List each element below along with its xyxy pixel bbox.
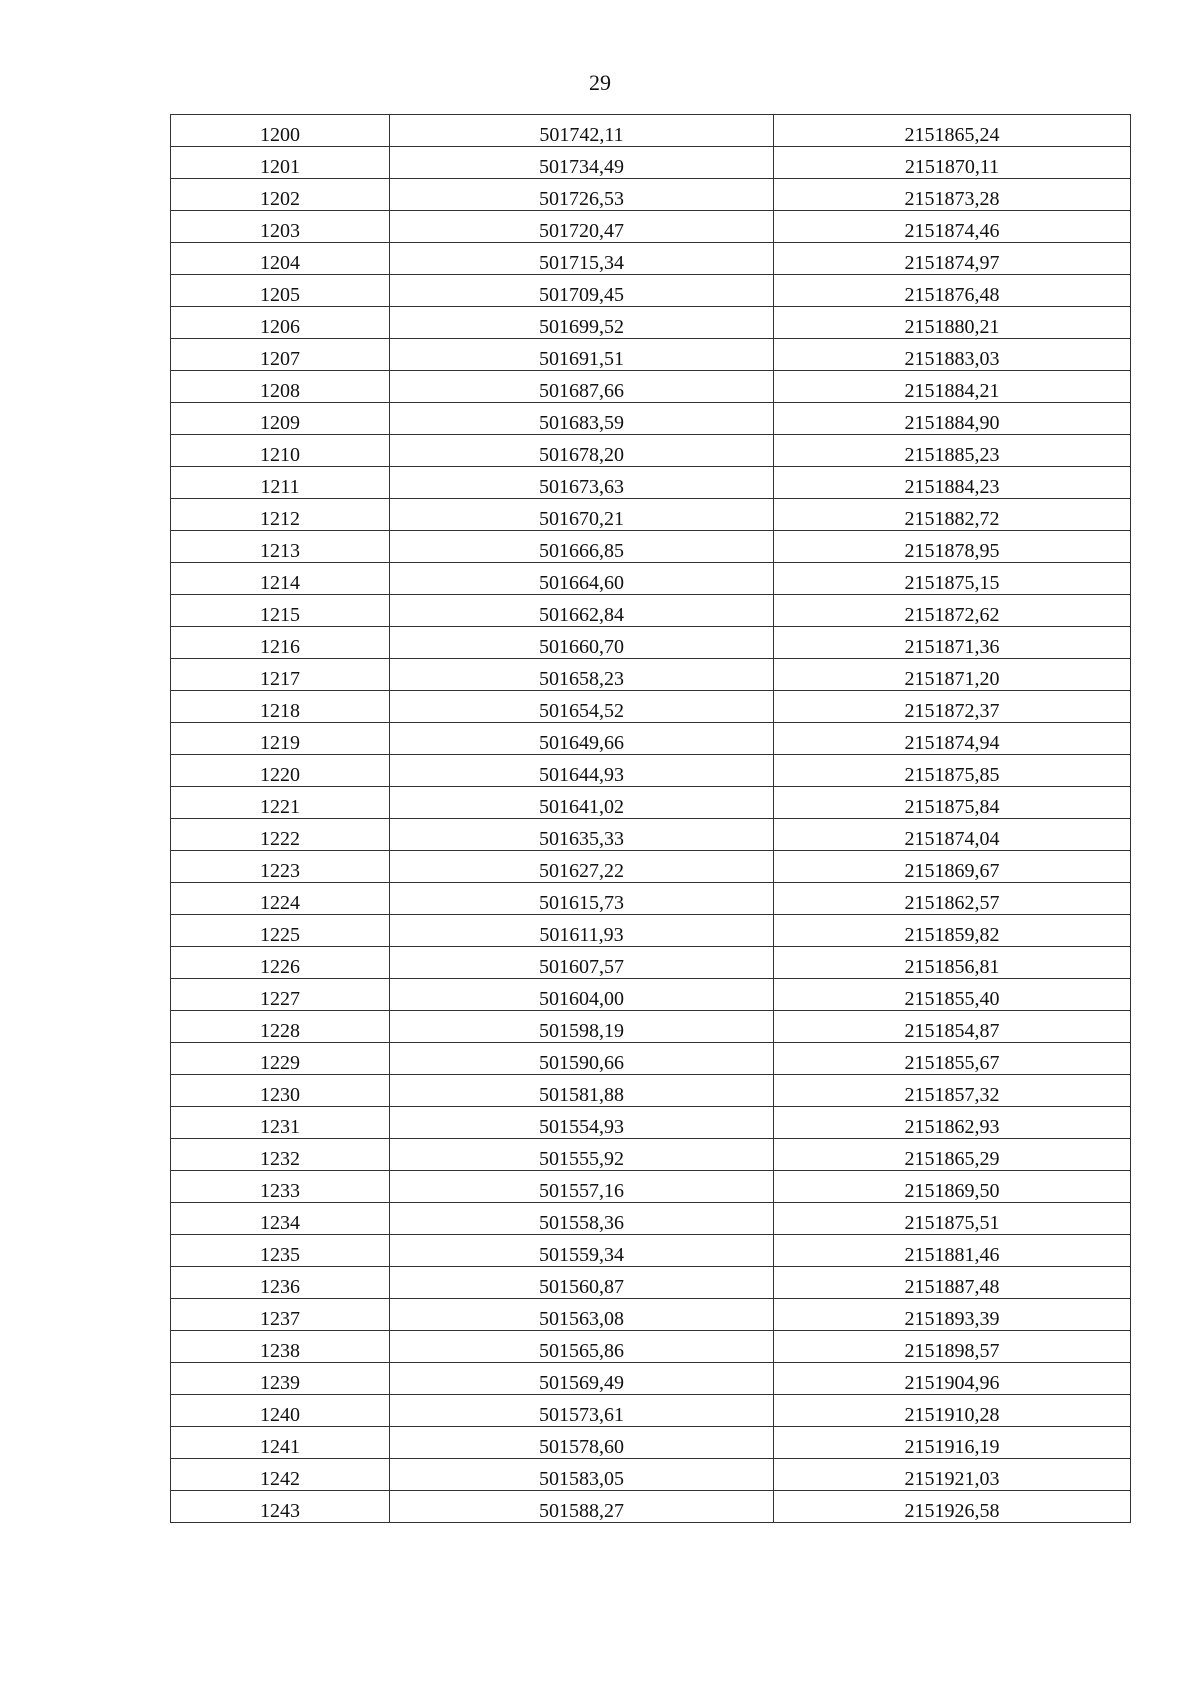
table-row: [171, 1171, 1131, 1203]
point-number-cell: 1242: [171, 1459, 390, 1491]
x-coordinate-cell: 501583,05: [390, 1459, 774, 1491]
x-coordinate-cell: 501563,08: [390, 1299, 774, 1331]
table-row: [171, 371, 1131, 403]
table-row: [171, 659, 1131, 691]
x-coordinate-cell: 501734,49: [390, 147, 774, 179]
point-number-cell: 1211: [171, 467, 390, 499]
point-number-cell: 1233: [171, 1171, 390, 1203]
table-row: [171, 275, 1131, 307]
point-number-cell: 1231: [171, 1107, 390, 1139]
x-coordinate-cell: 501720,47: [390, 211, 774, 243]
point-number-cell: 1228: [171, 1011, 390, 1043]
point-number-cell: 1229: [171, 1043, 390, 1075]
page-number: 29: [589, 70, 611, 95]
y-coordinate-cell: 2151871,36: [774, 627, 1131, 659]
point-number-cell: 1214: [171, 563, 390, 595]
point-number-cell: 1230: [171, 1075, 390, 1107]
point-number-cell: 1217: [171, 659, 390, 691]
table-row: [171, 851, 1131, 883]
point-number-cell: 1215: [171, 595, 390, 627]
x-coordinate-cell: 501588,27: [390, 1491, 774, 1523]
x-coordinate-cell: 501581,88: [390, 1075, 774, 1107]
x-coordinate-cell: 501715,34: [390, 243, 774, 275]
y-coordinate-cell: 2151869,67: [774, 851, 1131, 883]
x-coordinate-cell: 501557,16: [390, 1171, 774, 1203]
table-row: [171, 1075, 1131, 1107]
table-row: [171, 563, 1131, 595]
point-number-cell: 1238: [171, 1331, 390, 1363]
point-number-cell: 1239: [171, 1363, 390, 1395]
point-number-cell: 1224: [171, 883, 390, 915]
y-coordinate-cell: 2151872,62: [774, 595, 1131, 627]
point-number-cell: 1241: [171, 1427, 390, 1459]
x-coordinate-cell: 501598,19: [390, 1011, 774, 1043]
table-row: [171, 339, 1131, 371]
table-row: [171, 1011, 1131, 1043]
y-coordinate-cell: 2151855,40: [774, 979, 1131, 1011]
point-number-cell: 1225: [171, 915, 390, 947]
table-row: [171, 499, 1131, 531]
table-row: [171, 787, 1131, 819]
x-coordinate-cell: 501709,45: [390, 275, 774, 307]
table-row: [171, 531, 1131, 563]
point-number-cell: 1227: [171, 979, 390, 1011]
x-coordinate-cell: 501699,52: [390, 307, 774, 339]
y-coordinate-cell: 2151921,03: [774, 1459, 1131, 1491]
table-row: [171, 1203, 1131, 1235]
table-row: [171, 819, 1131, 851]
point-number-cell: 1219: [171, 723, 390, 755]
point-number-cell: 1221: [171, 787, 390, 819]
y-coordinate-cell: 2151881,46: [774, 1235, 1131, 1267]
x-coordinate-cell: 501573,61: [390, 1395, 774, 1427]
y-coordinate-cell: 2151910,28: [774, 1395, 1131, 1427]
table-row: [171, 691, 1131, 723]
y-coordinate-cell: 2151880,21: [774, 307, 1131, 339]
x-coordinate-cell: 501560,87: [390, 1267, 774, 1299]
y-coordinate-cell: 2151875,85: [774, 755, 1131, 787]
table-row: [171, 115, 1131, 147]
point-number-cell: 1222: [171, 819, 390, 851]
x-coordinate-cell: 501658,23: [390, 659, 774, 691]
coordinates-table: [170, 114, 1131, 1523]
y-coordinate-cell: 2151874,46: [774, 211, 1131, 243]
point-number-cell: 1236: [171, 1267, 390, 1299]
point-number-cell: 1208: [171, 371, 390, 403]
y-coordinate-cell: 2151871,20: [774, 659, 1131, 691]
x-coordinate-cell: 501615,73: [390, 883, 774, 915]
point-number-cell: 1203: [171, 211, 390, 243]
y-coordinate-cell: 2151856,81: [774, 947, 1131, 979]
y-coordinate-cell: 2151875,51: [774, 1203, 1131, 1235]
table-row: [171, 723, 1131, 755]
y-coordinate-cell: 2151883,03: [774, 339, 1131, 371]
table-row: [171, 1459, 1131, 1491]
x-coordinate-cell: 501565,86: [390, 1331, 774, 1363]
x-coordinate-cell: 501644,93: [390, 755, 774, 787]
table-row: [171, 403, 1131, 435]
table-row: [171, 979, 1131, 1011]
point-number-cell: 1226: [171, 947, 390, 979]
table-row: [171, 147, 1131, 179]
point-number-cell: 1240: [171, 1395, 390, 1427]
table-row: [171, 1043, 1131, 1075]
table-row: [171, 1107, 1131, 1139]
table-row: [171, 435, 1131, 467]
point-number-cell: 1210: [171, 435, 390, 467]
x-coordinate-cell: 501604,00: [390, 979, 774, 1011]
x-coordinate-cell: 501611,93: [390, 915, 774, 947]
point-number-cell: 1204: [171, 243, 390, 275]
y-coordinate-cell: 2151870,11: [774, 147, 1131, 179]
y-coordinate-cell: 2151916,19: [774, 1427, 1131, 1459]
x-coordinate-cell: 501590,66: [390, 1043, 774, 1075]
y-coordinate-cell: 2151893,39: [774, 1299, 1131, 1331]
y-coordinate-cell: 2151898,57: [774, 1331, 1131, 1363]
y-coordinate-cell: 2151882,72: [774, 499, 1131, 531]
x-coordinate-cell: 501559,34: [390, 1235, 774, 1267]
y-coordinate-cell: 2151878,95: [774, 531, 1131, 563]
table-row: [171, 1363, 1131, 1395]
y-coordinate-cell: 2151926,58: [774, 1491, 1131, 1523]
x-coordinate-cell: 501742,11: [390, 115, 774, 147]
table-row: [171, 1235, 1131, 1267]
y-coordinate-cell: 2151854,87: [774, 1011, 1131, 1043]
table-row: [171, 211, 1131, 243]
table-row: [171, 1299, 1131, 1331]
table-row: [171, 883, 1131, 915]
coordinates-table-body: [171, 115, 1131, 1523]
y-coordinate-cell: 2151855,67: [774, 1043, 1131, 1075]
y-coordinate-cell: 2151875,84: [774, 787, 1131, 819]
table-row: [171, 947, 1131, 979]
y-coordinate-cell: 2151874,97: [774, 243, 1131, 275]
table-row: [171, 1139, 1131, 1171]
y-coordinate-cell: 2151876,48: [774, 275, 1131, 307]
x-coordinate-cell: 501641,02: [390, 787, 774, 819]
point-number-cell: 1206: [171, 307, 390, 339]
x-coordinate-cell: 501687,66: [390, 371, 774, 403]
point-number-cell: 1243: [171, 1491, 390, 1523]
x-coordinate-cell: 501649,66: [390, 723, 774, 755]
y-coordinate-cell: 2151884,21: [774, 371, 1131, 403]
table-row: [171, 307, 1131, 339]
point-number-cell: 1207: [171, 339, 390, 371]
point-number-cell: 1220: [171, 755, 390, 787]
table-row: [171, 1267, 1131, 1299]
x-coordinate-cell: 501607,57: [390, 947, 774, 979]
point-number-cell: 1213: [171, 531, 390, 563]
x-coordinate-cell: 501569,49: [390, 1363, 774, 1395]
table-row: [171, 467, 1131, 499]
x-coordinate-cell: 501678,20: [390, 435, 774, 467]
table-row: [171, 627, 1131, 659]
point-number-cell: 1237: [171, 1299, 390, 1331]
y-coordinate-cell: 2151862,57: [774, 883, 1131, 915]
x-coordinate-cell: 501578,60: [390, 1427, 774, 1459]
x-coordinate-cell: 501662,84: [390, 595, 774, 627]
x-coordinate-cell: 501627,22: [390, 851, 774, 883]
y-coordinate-cell: 2151872,37: [774, 691, 1131, 723]
x-coordinate-cell: 501654,52: [390, 691, 774, 723]
table-row: [171, 1395, 1131, 1427]
y-coordinate-cell: 2151874,94: [774, 723, 1131, 755]
point-number-cell: 1205: [171, 275, 390, 307]
y-coordinate-cell: 2151865,24: [774, 115, 1131, 147]
point-number-cell: 1209: [171, 403, 390, 435]
point-number-cell: 1232: [171, 1139, 390, 1171]
table-row: [171, 915, 1131, 947]
point-number-cell: 1223: [171, 851, 390, 883]
x-coordinate-cell: 501664,60: [390, 563, 774, 595]
x-coordinate-cell: 501670,21: [390, 499, 774, 531]
x-coordinate-cell: 501635,33: [390, 819, 774, 851]
x-coordinate-cell: 501660,70: [390, 627, 774, 659]
y-coordinate-cell: 2151874,04: [774, 819, 1131, 851]
x-coordinate-cell: 501726,53: [390, 179, 774, 211]
point-number-cell: 1216: [171, 627, 390, 659]
table-row: [171, 243, 1131, 275]
y-coordinate-cell: 2151884,23: [774, 467, 1131, 499]
point-number-cell: 1235: [171, 1235, 390, 1267]
point-number-cell: 1212: [171, 499, 390, 531]
y-coordinate-cell: 2151873,28: [774, 179, 1131, 211]
y-coordinate-cell: 2151869,50: [774, 1171, 1131, 1203]
x-coordinate-cell: 501554,93: [390, 1107, 774, 1139]
y-coordinate-cell: 2151885,23: [774, 435, 1131, 467]
table-row: [171, 179, 1131, 211]
y-coordinate-cell: 2151857,32: [774, 1075, 1131, 1107]
point-number-cell: 1234: [171, 1203, 390, 1235]
point-number-cell: 1200: [171, 115, 390, 147]
table-row: [171, 1491, 1131, 1523]
table-row: [171, 595, 1131, 627]
y-coordinate-cell: 2151862,93: [774, 1107, 1131, 1139]
x-coordinate-cell: 501691,51: [390, 339, 774, 371]
point-number-cell: 1202: [171, 179, 390, 211]
x-coordinate-cell: 501555,92: [390, 1139, 774, 1171]
x-coordinate-cell: 501673,63: [390, 467, 774, 499]
y-coordinate-cell: 2151859,82: [774, 915, 1131, 947]
x-coordinate-cell: 501666,85: [390, 531, 774, 563]
y-coordinate-cell: 2151884,90: [774, 403, 1131, 435]
table-row: [171, 1331, 1131, 1363]
point-number-cell: 1218: [171, 691, 390, 723]
x-coordinate-cell: 501558,36: [390, 1203, 774, 1235]
table-row: [171, 755, 1131, 787]
y-coordinate-cell: 2151865,29: [774, 1139, 1131, 1171]
table-row: [171, 1427, 1131, 1459]
y-coordinate-cell: 2151875,15: [774, 563, 1131, 595]
point-number-cell: 1201: [171, 147, 390, 179]
y-coordinate-cell: 2151887,48: [774, 1267, 1131, 1299]
x-coordinate-cell: 501683,59: [390, 403, 774, 435]
y-coordinate-cell: 2151904,96: [774, 1363, 1131, 1395]
